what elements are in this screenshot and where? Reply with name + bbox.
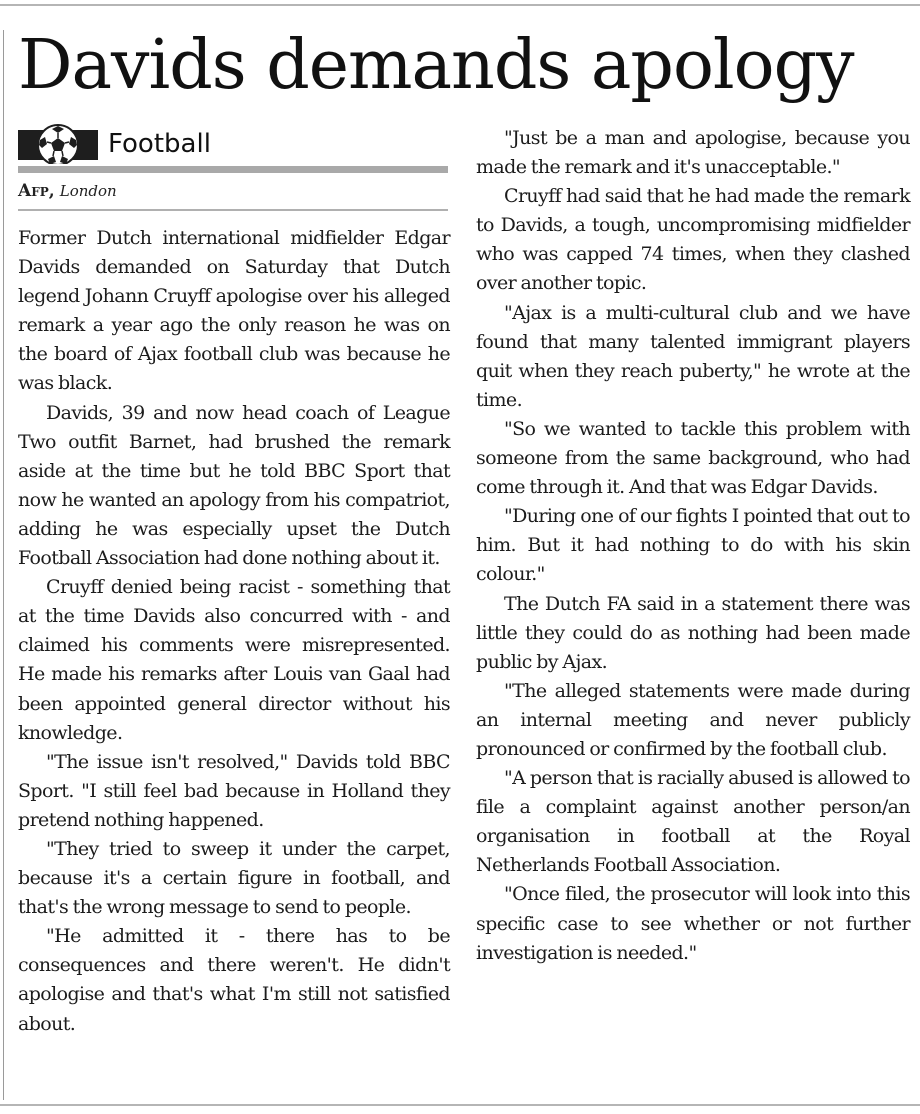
bottom-rule [0,1104,920,1106]
paragraph: "The issue isn't resolved," Davids told BBC Sport. "I still feel bad because in Holland they pretend nothing happened. [18,750,450,831]
headline: Davids demands apology [18,26,854,105]
paragraph: The Dutch FA said in a statement there was little they could do as nothing had been made public by Ajax. [476,592,910,673]
section-label: Football [108,129,211,159]
paragraph: "They tried to sweep it under the carpet, because it's a certain figure in football, and that's the wrong message to send to people. [18,837,450,919]
article-column-left [18,224,450,1039]
article-column-right [476,124,910,968]
paragraph: Cruyff had said that he had made the remark to Davids, a tough, uncompromising midfielder who was capped 74 times, when they clashed over another topic. [476,185,910,295]
section-header [18,122,446,168]
byline-agency: Afp, [18,181,55,201]
football-icon [18,124,98,164]
paragraph: Former Dutch international midfielder Edgar Davids demanded on Saturday that Dutch legend Johann Cruyff apologise over his alleged remark a year ago the only reason he was on the board of Ajax football club was because he was black. [18,227,450,395]
left-border-rule [3,30,4,1100]
paragraph: "Just be a man and apologise, because you made the remark and it's unacceptable." [476,127,910,179]
section-rule [18,166,448,173]
paragraph: Cruyff denied being racist - something that at the time Davids also concurred with - and claimed his comments were misrepresented. He made his remarks after Louis van Gaal had been appointed general director without his knowledge. [18,576,450,744]
paragraph: Davids, 39 and now head coach of League Two outfit Barnet, had brushed the remark aside at the time but he told BBC Sport that now he wanted an apology from his compatriot, adding he was especially upset the Dutch Football Association had done nothing about it. [18,401,450,570]
byline [18,180,117,202]
byline-city: London [59,182,117,200]
paragraph: "Once filed, the prosecutor will look into this specific case to see whether or not further investigation is needed." [476,883,910,964]
paragraph: "So we wanted to tackle this problem with someone from the same background, who had come through it. And that was Edgar Davids. [476,417,910,499]
paragraph: "A person that is racially abused is allowed to file a complaint against another person/an organisation in football at the Royal Netherlands Football Association. [476,767,910,877]
paragraph: "During one of our fights I pointed that out to him. But it had nothing to do with his skin colour." [476,505,910,586]
paragraph: "He admitted it - there has to be consequences and there weren't. He didn't apologise and that's what I'm still not satisfied about. [18,925,450,1035]
top-rule [0,4,920,6]
byline-rule [18,209,448,211]
paragraph: "The alleged statements were made during an internal meeting and never publicly pronounced or confirmed by the football club. [476,679,910,760]
paragraph: "Ajax is a multi-cultural club and we have found that many talented immigrant players quit when they reach puberty," he wrote at the time. [476,301,910,411]
